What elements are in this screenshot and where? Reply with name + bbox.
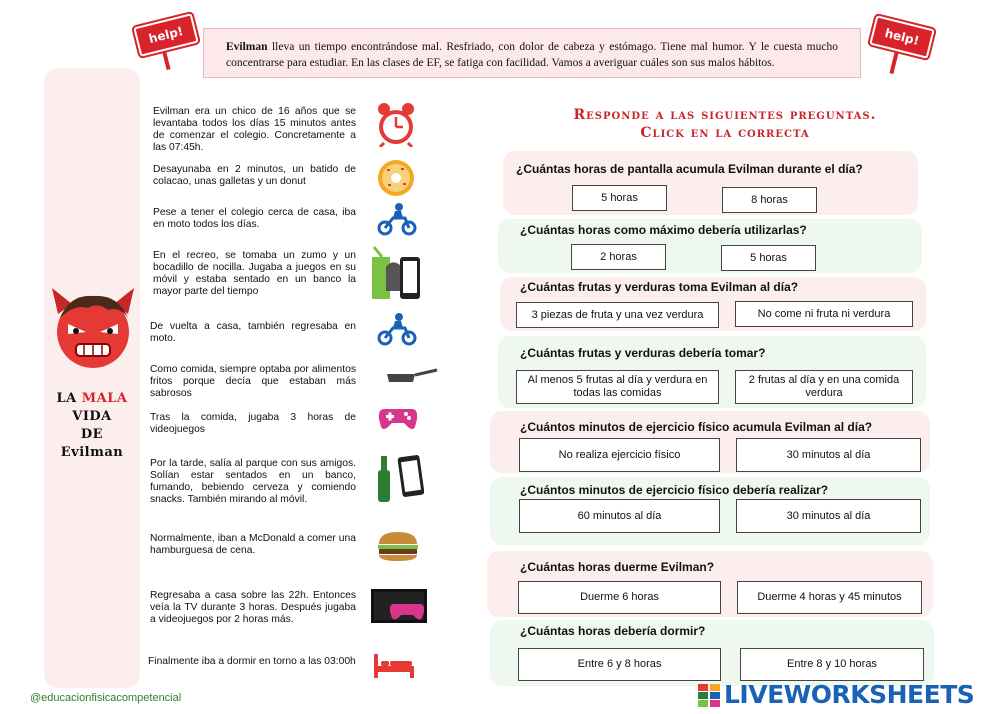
gamepad-icon xyxy=(378,405,418,431)
question-4: ¿Cuántas frutas y verduras debería tomar? xyxy=(520,346,766,360)
question-6: ¿Cuántos minutos de ejercicio físico debería realizar? xyxy=(520,483,829,497)
brand-wordmark: LIVEWORKSHEETS xyxy=(724,680,975,709)
story-item: Como comida, siempre optaba por alimentos fritos porque decía que estaban más sabrosos xyxy=(150,364,356,399)
frying-pan-icon xyxy=(385,368,439,386)
question-1: ¿Cuántas horas de pantalla acumula Evilman durante el día? xyxy=(516,162,863,176)
title-evilman: Evilman xyxy=(60,445,124,460)
option-button[interactable]: No come ni fruta ni verdura xyxy=(735,301,913,327)
bed-icon xyxy=(372,652,416,680)
story-item: Regresaba a casa sobre las 22h. Entonces veía la TV durante 3 horas. Después jugaba a videojuegos por 2 horas más. xyxy=(150,590,356,625)
story-item: Evilman era un chico de 16 años que se levantaba todos los días 15 minutos antes de comenzar el colegio. Concretamente a las 07:45h. xyxy=(153,106,356,153)
intro-name: Evilman xyxy=(226,41,268,53)
option-button[interactable]: No realiza ejercicio físico xyxy=(519,438,720,472)
intro-box xyxy=(203,28,861,78)
alarm-clock-icon xyxy=(374,101,418,147)
left-panel xyxy=(44,68,140,688)
question-box-1 xyxy=(503,151,918,215)
option-button[interactable]: Entre 6 y 8 horas xyxy=(518,648,721,681)
title-la: LA xyxy=(56,391,77,406)
option-button[interactable]: Entre 8 y 10 horas xyxy=(740,648,924,681)
option-button[interactable]: 60 minutos al día xyxy=(519,499,720,533)
story-item: Desayunaba en 2 minutos, un batido de colacao, unas galletas y un donut xyxy=(153,164,356,187)
story-item: Finalmente iba a dormir en torno a las 03:00h xyxy=(148,656,356,667)
heading-line2: Click en la correcta xyxy=(640,125,810,141)
option-button[interactable]: 2 frutas al día y en una comida verdura xyxy=(735,370,913,404)
story-item: Tras la comida, jugaba 3 horas de videojuegos xyxy=(150,412,356,435)
motorbike-icon xyxy=(377,202,417,236)
question-5: ¿Cuántos minutos de ejercicio físico acumula Evilman al día? xyxy=(520,420,873,434)
option-button[interactable]: 8 horas xyxy=(722,187,817,213)
author-handle: @educacionfisicacompetencial xyxy=(30,692,182,704)
story-item: De vuelta a casa, también regresaba en moto. xyxy=(150,321,356,344)
heading-line1: Responde a las siguientes preguntas. xyxy=(573,107,877,123)
title-vida: VIDA xyxy=(72,409,112,424)
questions-heading xyxy=(510,106,940,142)
option-button[interactable]: Al menos 5 frutas al día y verdura en todas las comidas xyxy=(516,370,719,404)
option-button[interactable]: Duerme 6 horas xyxy=(518,581,721,614)
page-title xyxy=(50,390,134,462)
evilman-face-icon xyxy=(48,284,138,374)
option-button[interactable]: 5 horas xyxy=(572,185,667,211)
liveworksheets-logo-icon xyxy=(698,684,720,708)
title-de: DE xyxy=(80,427,104,442)
hamburger-icon xyxy=(377,530,419,562)
help-sign-left: help! xyxy=(133,13,198,57)
title-mala: MALA xyxy=(81,391,128,406)
help-sign-right: help! xyxy=(869,15,934,59)
question-8: ¿Cuántas horas debería dormir? xyxy=(520,624,706,638)
question-7: ¿Cuántas horas duerme Evilman? xyxy=(520,560,715,574)
story-item: Normalmente, iban a McDonald a comer una hamburguesa de cena. xyxy=(150,533,356,556)
tv-gamepad-icon xyxy=(370,588,428,624)
juice-sandwich-phone-icon xyxy=(370,245,422,301)
option-button[interactable]: 30 minutos al día xyxy=(736,438,921,472)
question-2: ¿Cuántas horas como máximo debería utilizarlas? xyxy=(520,223,807,237)
intro-text: lleva un tiempo encontrándose mal. Resfriado, con dolor de cabeza y estómago. Tiene mal humor. Y le cuesta mucho concentrarse para estudiar. En las clases de EF, se fatiga con facilidad. Vamos a averiguar cuáles son sus malos hábitos. xyxy=(226,41,838,69)
beer-phone-icon xyxy=(372,452,424,504)
story-item: En el recreo, se tomaba un zumo y un bocadillo de nocilla. Jugaba a juegos en su móvil y estaba sentado en un banco la mayor parte del tiempo xyxy=(153,250,356,297)
option-button[interactable]: 2 horas xyxy=(571,244,666,270)
motorbike-icon xyxy=(377,312,417,346)
question-3: ¿Cuántas frutas y verduras toma Evilman al día? xyxy=(520,280,799,294)
option-button[interactable]: Duerme 4 horas y 45 minutos xyxy=(737,581,922,614)
story-item: Por la tarde, salía al parque con sus amigos. Solían estar sentados en un banco, fumando, bebiendo cerveza y comiendo snacks. También mirando al móvil. xyxy=(150,458,356,505)
donut-icon xyxy=(377,159,415,197)
option-button[interactable]: 5 horas xyxy=(721,245,816,271)
option-button[interactable]: 30 minutos al día xyxy=(736,499,921,533)
story-item: Pese a tener el colegio cerca de casa, iba en moto todos los días. xyxy=(153,207,356,230)
option-button[interactable]: 3 piezas de fruta y una vez verdura xyxy=(516,302,719,328)
